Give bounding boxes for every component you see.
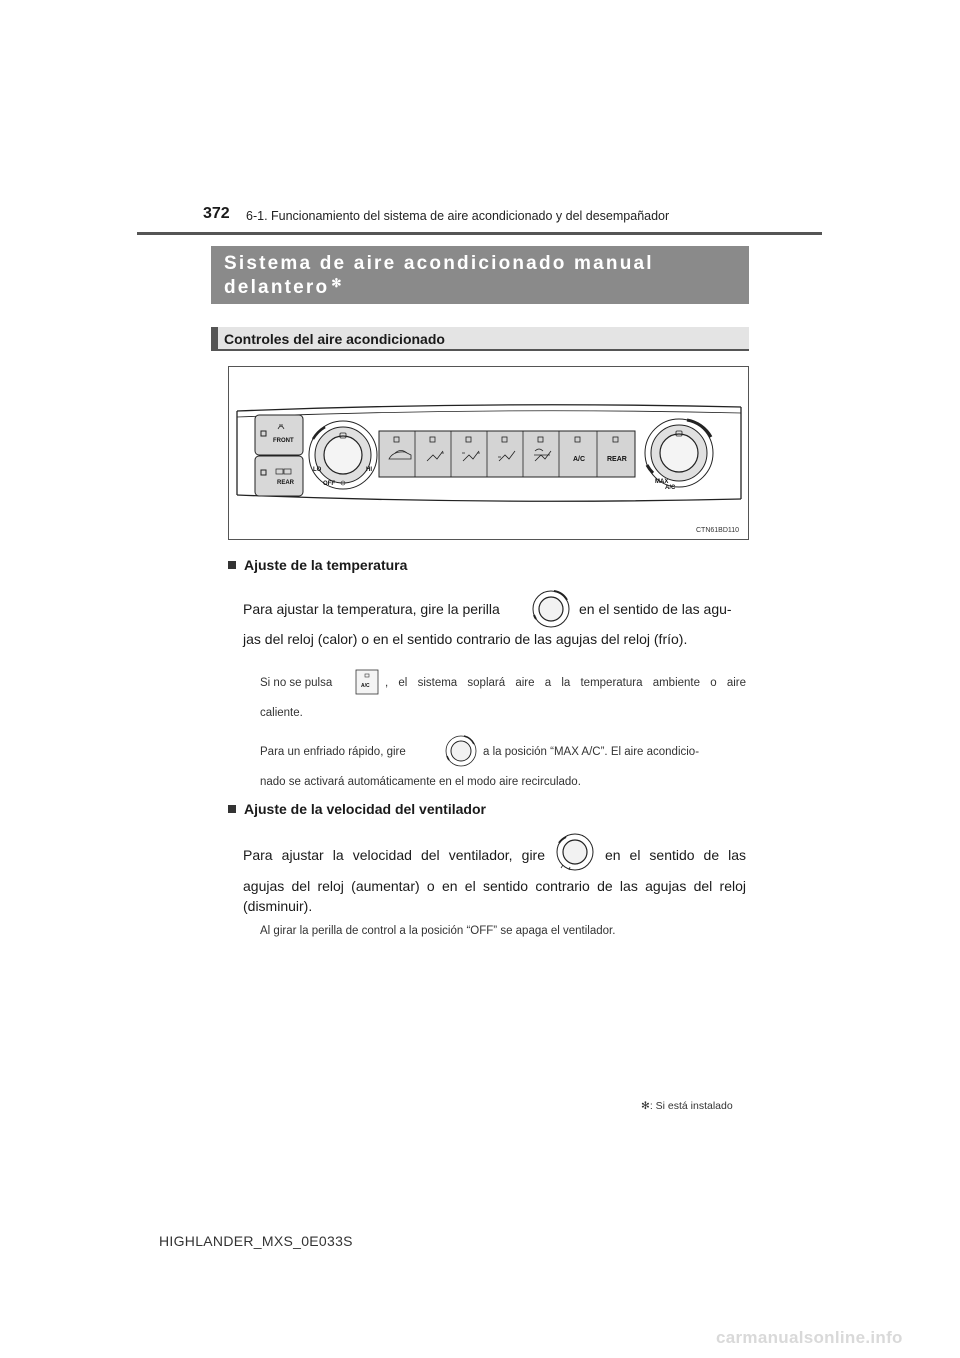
ac-button-icon	[355, 669, 379, 695]
footnote-asterisk: ✻	[641, 1100, 650, 1112]
max-label: MAX	[655, 479, 669, 485]
temperature-knob-icon	[530, 588, 572, 630]
subheader	[211, 327, 749, 351]
fan-line1-start: Para ajustar la velocidad del ventilador, gire	[243, 847, 545, 863]
bullet-square	[228, 561, 236, 569]
temperature-line1-start: Para ajustar la temperatura, gire la perilla	[243, 601, 500, 617]
bullet-square	[228, 805, 236, 813]
asterisk-mark: ✻	[331, 276, 342, 290]
ac-button-icon-label: A/C	[361, 683, 370, 689]
temperature-heading-text: Ajuste de la temperatura	[244, 557, 408, 573]
subheader-bar	[211, 327, 218, 351]
section-title-line2-text: delantero	[224, 277, 330, 298]
max-ac-label: A/C	[665, 485, 676, 491]
fan-line2: agujas del reloj (aumentar) o en el sentido contrario de las agujas del reloj	[243, 878, 746, 894]
header-rule	[137, 232, 822, 235]
max-ac-note-middle: a la posición “MAX A/C”. El aire acondicio-	[483, 746, 700, 758]
section-title-box	[211, 246, 749, 304]
rear-label: REAR	[277, 480, 295, 486]
front-label: FRONT	[273, 438, 294, 444]
subheader-text: Controles del aire acondicionado	[224, 331, 445, 347]
ac-note-end: caliente.	[260, 707, 303, 719]
fan-line1-end: en el sentido de las	[605, 847, 746, 863]
section-title-line2	[224, 277, 341, 299]
temperature-knob-small-icon	[444, 734, 478, 768]
figure-code: CTN61BD110	[696, 527, 740, 534]
max-ac-note-end: nado se activará automáticamente en el modo aire recirculado.	[260, 776, 581, 788]
fan-heading-text: Ajuste de la velocidad del ventilador	[244, 801, 486, 817]
fan-knob-icon	[553, 832, 597, 876]
fan-note: Al girar la perilla de control a la posición “OFF” se apaga el ventilador.	[260, 925, 616, 937]
footnote	[641, 1100, 733, 1112]
watermark: carmanualsonline.info	[716, 1328, 903, 1347]
fan-heading	[228, 801, 486, 817]
ac-panel-figure	[228, 366, 749, 540]
ac-note-start: Si no se pulsa	[260, 677, 333, 689]
footnote-text: : Si está instalado	[649, 1100, 733, 1112]
temperature-line1-end: en el sentido de las agu-	[579, 601, 732, 617]
lo-label: LO	[313, 467, 322, 473]
section-reference: 6-1. Funcionamiento del sistema de aire acondicionado y del desempañador	[246, 209, 670, 223]
off-label: OFF	[323, 481, 335, 487]
temperature-line2: jas del reloj (calor) o en el sentido contrario de las agujas del reloj (frío).	[243, 631, 688, 647]
ac-button-label: A/C	[573, 456, 586, 463]
hi-label: HI	[366, 467, 372, 473]
temperature-heading	[228, 557, 407, 573]
rear-button-label: REAR	[607, 456, 627, 463]
fan-line3: (disminuir).	[243, 898, 313, 914]
ac-note-middle: , el sistema soplará aire a la temperatura ambiente o aire	[385, 677, 746, 689]
document-id: HIGHLANDER_MXS_0E033S	[159, 1233, 353, 1249]
ac-panel-illustration	[229, 367, 750, 541]
max-ac-note-start: Para un enfriado rápido, gire	[260, 746, 406, 758]
page-number: 372	[203, 205, 230, 222]
section-title-line1: Sistema de aire acondicionado manual	[224, 253, 654, 274]
